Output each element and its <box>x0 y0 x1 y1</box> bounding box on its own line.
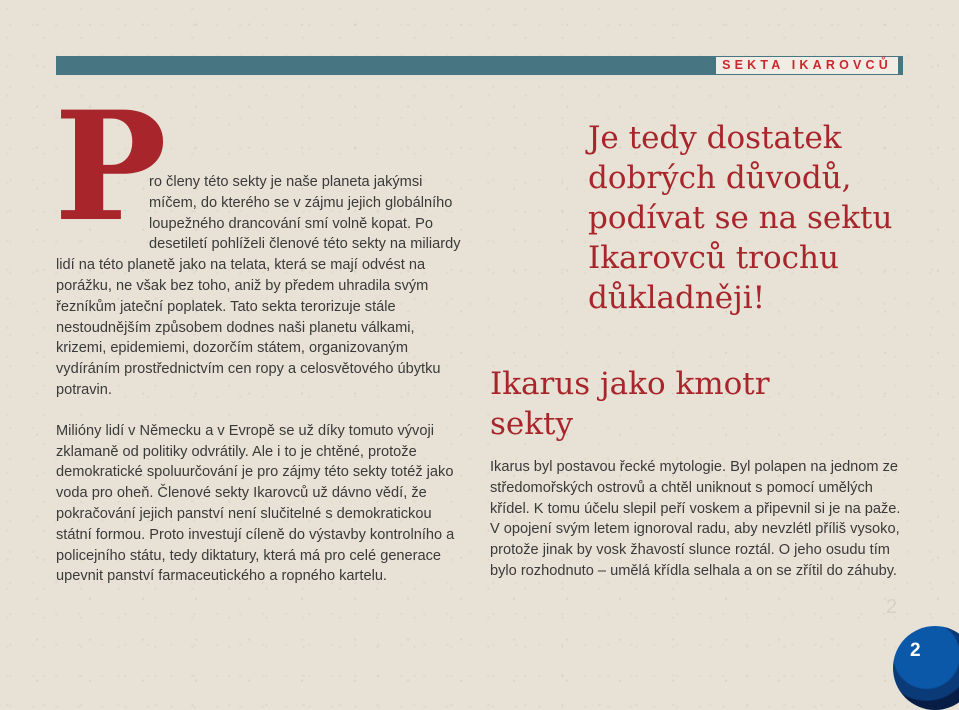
section-heading: Ikarus jako kmotr sekty <box>490 366 770 442</box>
page-number-badge-label: 2 <box>910 640 921 661</box>
header-title: SEKTA IKAROVCŮ <box>715 56 899 75</box>
article-paragraph-1: ro členy této sekty je naše planeta jakýmsi míčem, do kterého se v zájmu jejich globálního loupežného drancování smí volně kopat. Po desetiletí pohlíželi členové této sekty na miliardy lidí na této planetě jako na telata, která se mají odvést na porážku, ne však bez toho, aniž by předem uhradila svým řezníkům jateční poplatek. Tato sekta terorizuje stále nestoudnějším způsobem dodnes naši planetu válkami, krizemi, epidemiemi, dozorčím státem, organizovaným vydíráním prostřednictvím cen ropy a celosvětového úbytku potravin. <box>56 174 461 398</box>
header-bar <box>56 56 903 75</box>
page-number-faint: 2 <box>886 596 898 618</box>
pull-quote: Je tedy dostatek dobrých důvodů, podívat se na sektu Ikarovců trochu důkladněji! <box>588 120 893 316</box>
article-paragraph-2: Milióny lidí v Německu a v Evropě se už díky tomuto vývoji zklamaně od politiky odvrátily. Ale i to je chtěné, protože demokratické spoluurčování je pro zájmy této sekty totéž jako voda pro oheň. Členové sekty Ikarovců už dávno vědí, že pokračování jejich panství není slučitelné s demokratickou státní formou. Proto investují cíleně do výstavby kontrolního a policejního státu, tedy diktatury, která má pro celé generace upevnit panství farmaceutického a ropného kartelu. <box>56 422 455 585</box>
section-body: Ikarus byl postavou řecké mytologie. Byl polapen na jednom ze středomořských ostrovů a chtěl uniknout s pomocí umělých křídel. K tomu účelu slepil peří voskem a připevnil si je na paže. V opojení svým letem ignoroval radu, aby nevzlétl příliš vysoko, protože jinak by vosk žhavostí slunce roztál. O jeho osudu tím bylo rozhodnuto – umělá křídla selhala a on se zřítil do záhuby. <box>490 459 901 579</box>
page-number-badge <box>893 626 959 710</box>
drop-cap: P <box>54 79 167 255</box>
article-left-column <box>56 172 468 587</box>
